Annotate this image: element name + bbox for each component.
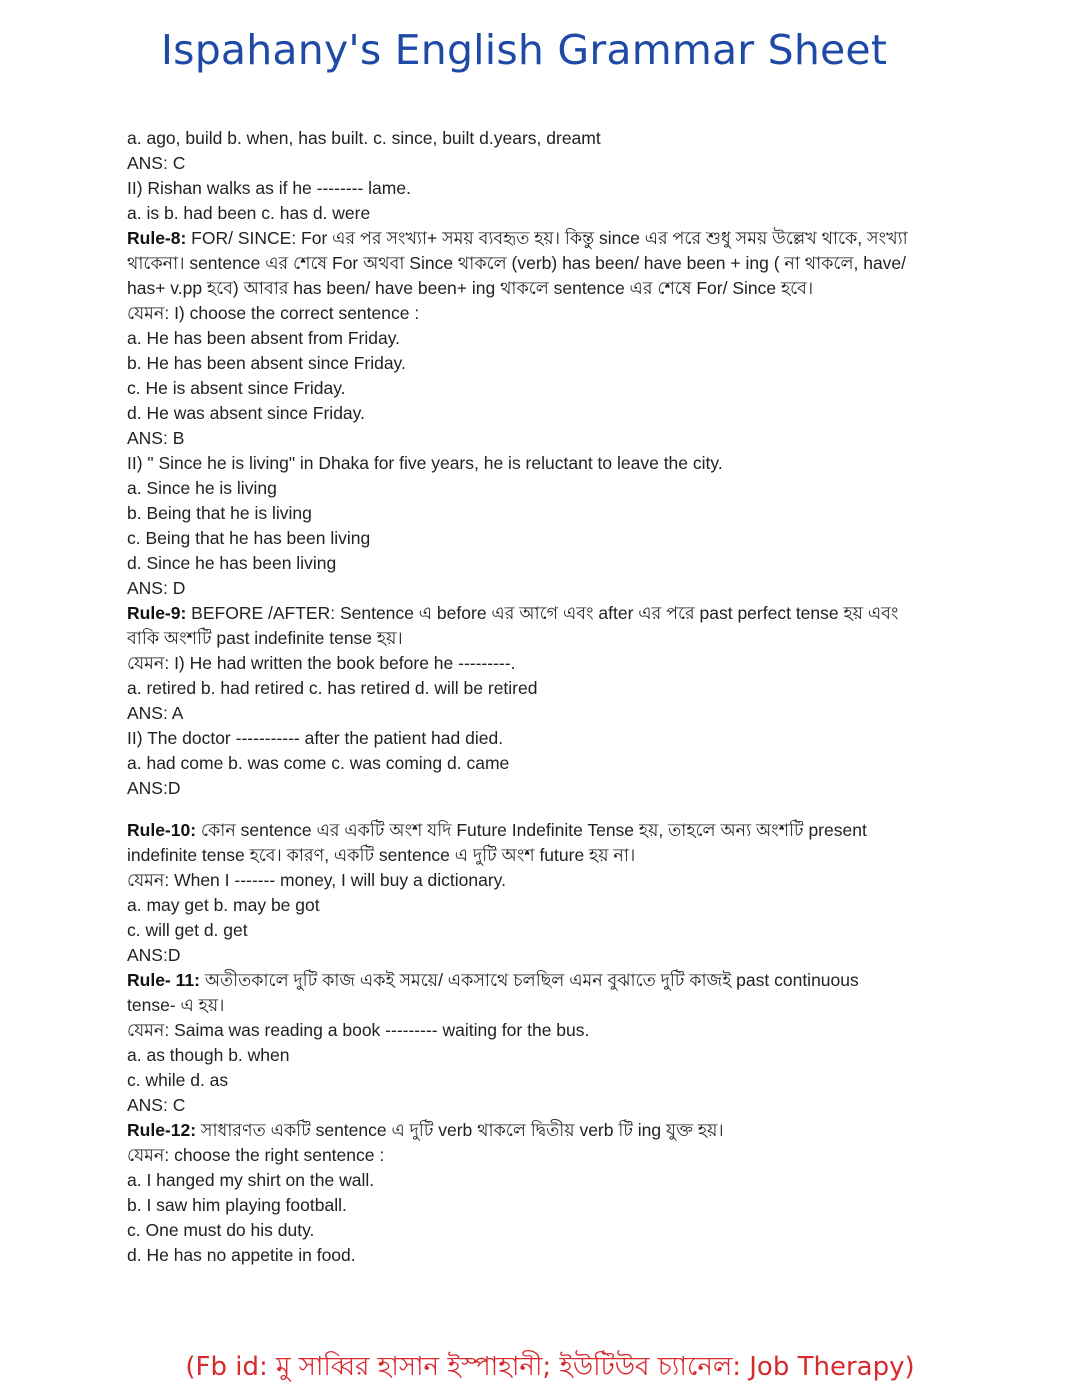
text-line: tense- এ হয়। — [127, 995, 225, 1015]
text-line: II) Rishan walks as if he -------- lame. — [127, 178, 411, 198]
text-line: indefinite tense হবে। কারণ, একটি sentence এ দুটি অংশ future হয় না। — [127, 845, 636, 865]
rule-12-heading — [127, 1118, 947, 1143]
rule-10-text: কোন sentence এর একটি অংশ যদি Future Indefinite Tense হয়, তাহলে অন্য অংশটি present — [196, 820, 867, 840]
rule-11-text: অতীতকালে দুটি কাজ একই সময়ে/ একসাথে চলছিল এমন বুঝাতে দুটি কাজই past continuous — [199, 970, 859, 990]
text-line: থাকেনা। sentence এর শেষে For অথবা Since থাকলে (verb) has been/ have been + ing ( না থাকলে, have/ — [127, 253, 907, 273]
text-line: c. will get d. get — [127, 920, 248, 940]
rule-8-text: FOR/ SINCE: For এর পর সংখ্যা+ সময় ব্যবহৃত হয়। কিন্তু since এর পরে শুধু সময় উল্লেখ থাকে, সংখ্যা — [186, 228, 908, 248]
text-line: c. One must do his duty. — [127, 1220, 315, 1240]
text-line: ANS:D — [127, 778, 181, 798]
text-line: ANS: D — [127, 578, 186, 598]
text-line: b. I saw him playing football. — [127, 1195, 347, 1215]
text-line: a. retired b. had retired c. has retired d. will be retired — [127, 678, 538, 698]
rule-9-heading — [127, 601, 947, 626]
text-line: c. He is absent since Friday. — [127, 378, 346, 398]
text-line: a. is b. had been c. has d. were — [127, 203, 371, 223]
rule-12-label: Rule-12: — [127, 1120, 197, 1140]
text-line: যেমন: I) He had written the book before he ---------. — [127, 653, 516, 673]
text-line: ANS: C — [127, 153, 186, 173]
text-line: a. as though b. when — [127, 1045, 290, 1065]
text-line: b. He has been absent since Friday. — [127, 353, 406, 373]
text-line: a. may get b. may be got — [127, 895, 320, 915]
text-line: ANS: C — [127, 1095, 186, 1115]
rule-9-text: BEFORE /AFTER: Sentence এ before এর আগে এবং after এর পরে past perfect tense হয় এবং — [186, 603, 899, 623]
text-line: ANS:D — [127, 945, 181, 965]
page-title: Ispahany's English Grammar Sheet — [160, 26, 888, 74]
text-line: বাকি অংশটি past indefinite tense হয়। — [127, 628, 403, 648]
rule-12-text: সাধারণত একটি sentence এ দুটি verb থাকলে দ্বিতীয় verb টি ing যুক্ত হয়। — [196, 1120, 724, 1140]
text-line: c. while d. as — [127, 1070, 229, 1090]
rule-11-heading — [127, 968, 947, 993]
text-line: d. He has no appetite in food. — [127, 1245, 356, 1265]
text-line: ANS: A — [127, 703, 184, 723]
text-line: a. He has been absent from Friday. — [127, 328, 401, 348]
text-line: a. Since he is living — [127, 478, 277, 498]
text-line: যেমন: choose the right sentence : — [127, 1145, 385, 1165]
text-line: II) " Since he is living" in Dhaka for five years, he is reluctant to leave the city. — [127, 453, 723, 473]
text-line: a. I hanged my shirt on the wall. — [127, 1170, 375, 1190]
text-line: b. Being that he is living — [127, 503, 312, 523]
text-line: d. Since he has been living — [127, 553, 337, 573]
rule-9-label: Rule-9: — [127, 603, 187, 623]
text-line: II) The doctor ----------- after the patient had died. — [127, 728, 504, 748]
grammar-content — [127, 126, 947, 1268]
rule-8-heading — [127, 226, 947, 251]
text-line: যেমন: Saima was reading a book --------- waiting for the bus. — [127, 1020, 590, 1040]
text-line: যেমন: When I ------- money, I will buy a dictionary. — [127, 870, 506, 890]
text-line: a. ago, build b. when, has built. c. since, built d.years, dreamt — [127, 128, 601, 148]
text-line: a. had come b. was come c. was coming d. came — [127, 753, 510, 773]
spacer — [127, 801, 947, 818]
rule-10-heading — [127, 818, 947, 843]
text-line: ANS: B — [127, 428, 185, 448]
rule-11-label: Rule- 11: — [127, 970, 200, 990]
rule-8-label: Rule-8: — [127, 228, 187, 248]
text-line: d. He was absent since Friday. — [127, 403, 365, 423]
rule-10-label: Rule-10: — [127, 820, 197, 840]
text-line: c. Being that he has been living — [127, 528, 371, 548]
footer-credit: (Fb id: মু সাব্বির হাসান ইস্পাহানী; ইউটিউব চ্যানেল: Job Therapy) — [185, 1352, 915, 1382]
text-line: যেমন: I) choose the correct sentence : — [127, 303, 420, 323]
text-line: has+ v.pp হবে) আবার has been/ have been+ ing থাকলে sentence এর শেষে For/ Since হবে। — [127, 278, 814, 298]
